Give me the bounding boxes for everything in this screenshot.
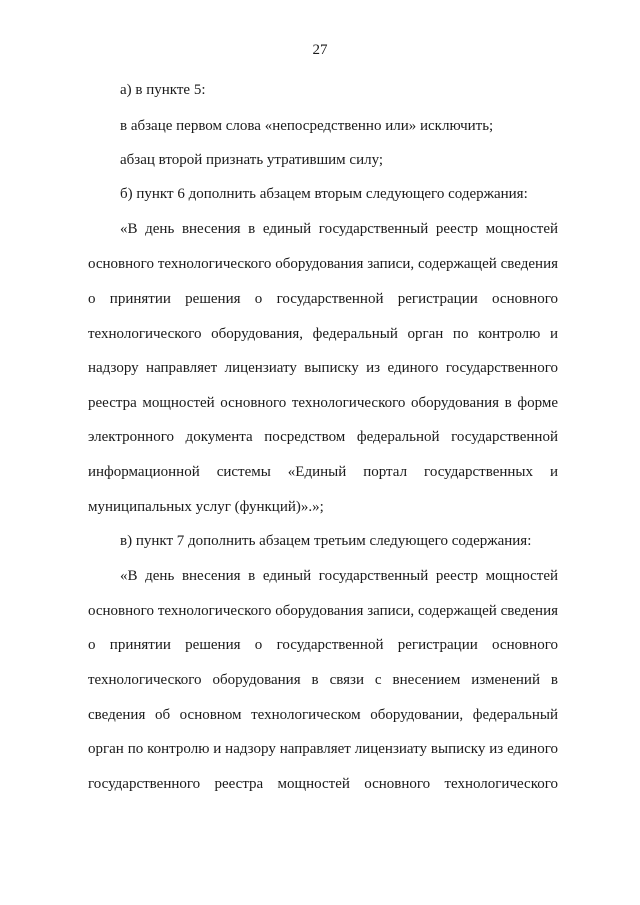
text-line: технологического оборудования в связи с внесением изменений в	[88, 672, 558, 688]
text-line: информационной системы «Единый портал государственных и	[88, 464, 558, 480]
text-line: муниципальных услуг (функций)».»;	[88, 499, 324, 515]
text-line: а) в пункте 5:	[120, 82, 206, 98]
text-line: в) пункт 7 дополнить абзацем третьим следующего содержания:	[120, 533, 532, 549]
text-line: технологического оборудования, федеральный орган по контролю и	[88, 326, 558, 342]
text-line: абзац второй признать утратившим силу;	[120, 152, 384, 168]
text-line: надзору направляет лицензиату выписку из единого государственного	[88, 360, 558, 376]
text-line: в абзаце первом слова «непосредственно или» исключить;	[120, 118, 494, 134]
text-line: государственного реестра мощностей основного технологического	[88, 776, 558, 792]
text-line: реестра мощностей основного технологического оборудования в форме	[88, 395, 558, 411]
text-line: орган по контролю и надзору направляет лицензиату выписку из единого	[88, 741, 558, 757]
text-line: «В день внесения в единый государственный реестр мощностей	[120, 221, 558, 237]
text-line: «В день внесения в единый государственный реестр мощностей	[120, 568, 558, 584]
text-line: основного технологического оборудования записи, содержащей сведения	[88, 256, 558, 272]
page-number: 27	[312, 42, 328, 58]
text-line: о принятии решения о государственной регистрации основного	[88, 637, 558, 653]
text-line: б) пункт 6 дополнить абзацем вторым следующего содержания:	[120, 186, 528, 202]
text-line: сведения об основном технологическом оборудовании, федеральный	[88, 707, 558, 723]
text-line: о принятии решения о государственной регистрации основного	[88, 291, 558, 307]
text-line: электронного документа посредством федеральной государственной	[88, 429, 558, 445]
text-line: основного технологического оборудования записи, содержащей сведения	[88, 603, 558, 619]
